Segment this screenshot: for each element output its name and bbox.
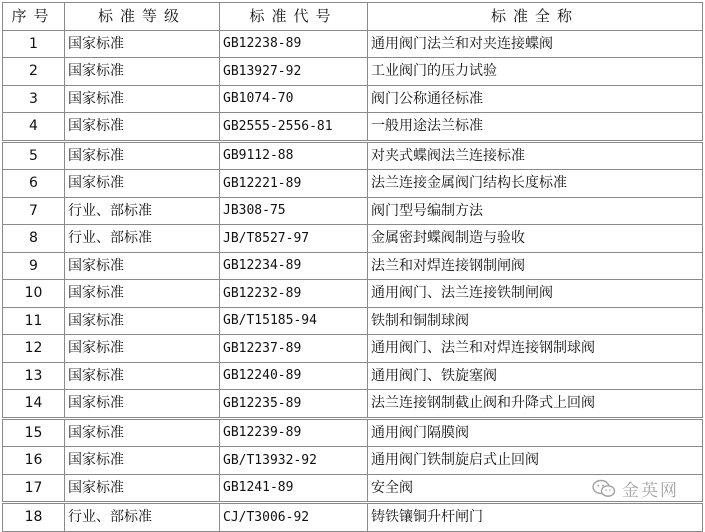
cell-standard-full-name: 法兰连接金属阀门结构长度标准: [368, 170, 703, 198]
cell-standard-full-name: 安全阀: [368, 474, 703, 503]
cell-standard-full-name: 铁制和铜制球阀: [368, 307, 703, 335]
cell-standard-full-name: 对夹式蝶阀法兰连接标准: [368, 141, 703, 170]
cell-standard-code: GB1074-70: [220, 85, 368, 113]
cell-standard-full-name: 法兰连接钢制截止阀和升降式上回阀: [368, 390, 703, 419]
cell-standard-code: JB/T8527-97: [220, 225, 368, 253]
table-row: [3, 335, 703, 363]
table-row: [3, 85, 703, 113]
watermark-text: 金英网: [622, 481, 679, 501]
table-row: [3, 362, 703, 390]
cell-standard-level: 行业、部标准: [65, 225, 220, 253]
cell-serial-number: 7: [3, 197, 65, 225]
cell-standard-level: 国家标准: [65, 474, 220, 503]
cell-serial-number: 14: [3, 390, 65, 419]
cell-standard-code: CJ/T3006-92: [220, 503, 368, 532]
table-row: [3, 141, 703, 170]
cell-standard-full-name: 阀门型号编制方法: [368, 197, 703, 225]
cell-standard-code: JB308-75: [220, 197, 368, 225]
cell-serial-number: 10: [3, 280, 65, 308]
cell-standard-code: GB/T15185-94: [220, 307, 368, 335]
table-row: [3, 418, 703, 447]
cell-standard-level: 国家标准: [65, 307, 220, 335]
cell-serial-number: 8: [3, 225, 65, 253]
cell-standard-full-name: 通用阀门法兰和对夹连接蝶阀: [368, 30, 703, 58]
table-row: [3, 280, 703, 308]
header-serial-number: 序号: [3, 3, 65, 31]
cell-standard-code: GB12235-89: [220, 390, 368, 419]
header-standard-full-name: 标准全称: [368, 3, 703, 31]
cell-serial-number: 9: [3, 252, 65, 280]
cell-serial-number: 1: [3, 30, 65, 58]
table-row: [3, 503, 703, 532]
cell-standard-full-name: 通用阀门、法兰连接铁制闸阀: [368, 280, 703, 308]
cell-standard-level: 国家标准: [65, 113, 220, 142]
cell-standard-level: 行业、部标准: [65, 197, 220, 225]
cell-serial-number: 12: [3, 335, 65, 363]
cell-serial-number: 18: [3, 503, 65, 532]
table-body: [3, 30, 703, 531]
cell-standard-full-name: 阀门公称通径标准: [368, 85, 703, 113]
watermark: [592, 476, 679, 501]
cell-standard-code: GB12232-89: [220, 280, 368, 308]
cell-serial-number: 4: [3, 113, 65, 142]
cell-standard-code: GB12221-89: [220, 170, 368, 198]
cell-standard-code: GB12238-89: [220, 30, 368, 58]
cell-standard-full-name: 通用阀门铁制旋启式止回阀: [368, 447, 703, 475]
cell-standard-full-name: 通用阀门隔膜阀: [368, 418, 703, 447]
cell-standard-code: GB2555-2556-81: [220, 113, 368, 142]
table-row: [3, 252, 703, 280]
cell-standard-code: GB1241-89: [220, 474, 368, 503]
table-row: [3, 113, 703, 142]
cell-standard-level: 国家标准: [65, 252, 220, 280]
table-row: [3, 197, 703, 225]
cell-standard-level: 国家标准: [65, 362, 220, 390]
cell-serial-number: 17: [3, 474, 65, 503]
cell-standard-code: GB9112-88: [220, 141, 368, 170]
cell-standard-level: 国家标准: [65, 418, 220, 447]
cell-standard-level: 国家标准: [65, 280, 220, 308]
table-row: [3, 58, 703, 86]
cell-standard-level: 国家标准: [65, 170, 220, 198]
cell-standard-code: GB13927-92: [220, 58, 368, 86]
cell-serial-number: 3: [3, 85, 65, 113]
cell-standard-code: GB12240-89: [220, 362, 368, 390]
cell-serial-number: 16: [3, 447, 65, 475]
table-header: [3, 3, 703, 31]
cell-standard-full-name: 铸铁镶铜升杆闸门: [368, 503, 703, 532]
cell-standard-level: 国家标准: [65, 30, 220, 58]
cell-standard-full-name: 法兰和对焊连接钢制闸阀: [368, 252, 703, 280]
header-row: [3, 3, 703, 31]
standards-table: [2, 2, 703, 532]
cell-standard-level: 国家标准: [65, 85, 220, 113]
cell-serial-number: 6: [3, 170, 65, 198]
table-row: [3, 447, 703, 475]
cell-standard-level: 国家标准: [65, 58, 220, 86]
header-standard-code: 标准代号: [220, 3, 368, 31]
cell-standard-code: GB/T13932-92: [220, 447, 368, 475]
table-row: [3, 307, 703, 335]
cell-standard-full-name: 金属密封蝶阀制造与验收: [368, 225, 703, 253]
cell-standard-full-name: 一般用途法兰标准: [368, 113, 703, 142]
cell-standard-level: 行业、部标准: [65, 503, 220, 532]
cell-standard-level: 国家标准: [65, 390, 220, 419]
cell-serial-number: 15: [3, 418, 65, 447]
cell-standard-full-name: 通用阀门、铁旋塞阀: [368, 362, 703, 390]
cell-serial-number: 13: [3, 362, 65, 390]
cell-serial-number: 5: [3, 141, 65, 170]
wechat-icon: [592, 479, 616, 499]
table-row: [3, 170, 703, 198]
cell-standard-full-name: 工业阀门的压力试验: [368, 58, 703, 86]
cell-serial-number: 2: [3, 58, 65, 86]
cell-serial-number: 11: [3, 307, 65, 335]
header-standard-level: 标准等级: [65, 3, 220, 31]
cell-standard-level: 国家标准: [65, 141, 220, 170]
cell-standard-level: 国家标准: [65, 335, 220, 363]
cell-standard-code: GB12239-89: [220, 418, 368, 447]
cell-standard-full-name: 通用阀门、法兰和对焊连接钢制球阀: [368, 335, 703, 363]
table-row: [3, 225, 703, 253]
table-row: [3, 30, 703, 58]
cell-standard-code: GB12234-89: [220, 252, 368, 280]
cell-standard-code: GB12237-89: [220, 335, 368, 363]
cell-standard-level: 国家标准: [65, 447, 220, 475]
table-row: [3, 390, 703, 419]
